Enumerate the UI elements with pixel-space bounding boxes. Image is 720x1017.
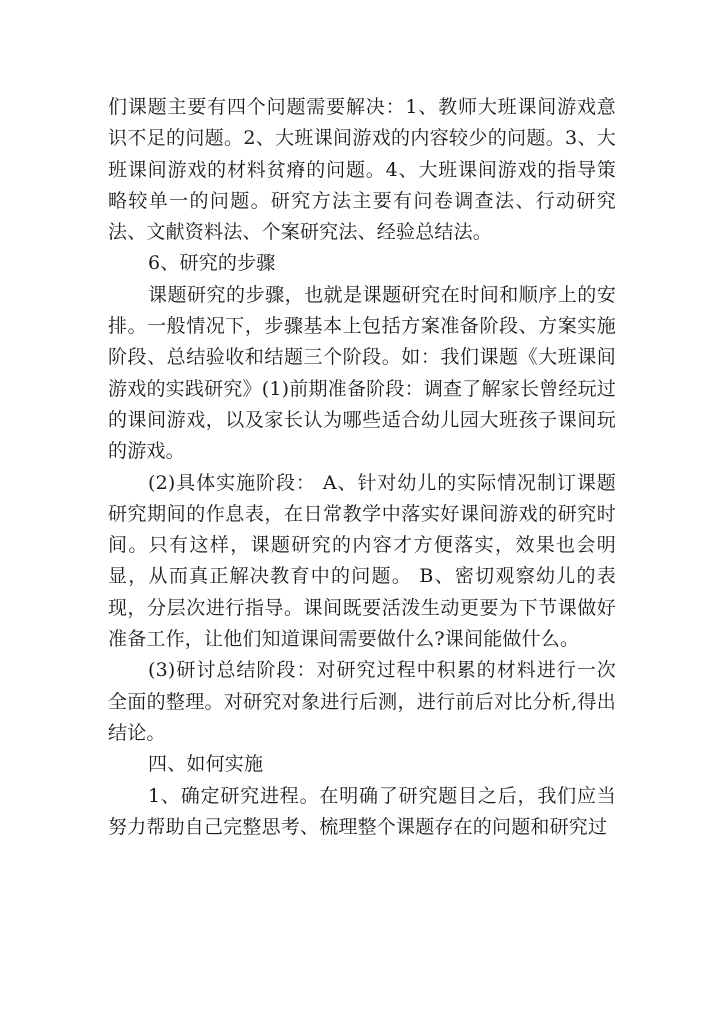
paragraph-problems-methods: 们课题主要有四个问题需要解决：1、教师大班课间游戏意识不足的问题。2、大班课间游戏的内容较少的问题。3、大班课间游戏的材料贫瘠的问题。4、大班课间游戏的指导策略较单一的问题。研究方法主要有问卷调查法、行动研究法、文献资料法、个案研究法、经验总结法。 xyxy=(108,96,616,244)
paragraph-summary-stage: (3)研讨总结阶段：对研究过程中积累的材料进行一次全面的整理。对研究对象进行后测，进行前后对比分析,得出结论。 xyxy=(108,659,616,744)
heading-how-to-implement: 四、如何实施 xyxy=(148,753,264,776)
paragraph-implementation-stage: (2)具体实施阶段： A、针对幼儿的实际情况制订课题研究期间的作息表，在日常教学中落实好课间游戏的研究时间。只有这样，课题研究的内容才方便落实，效果也会明显，从而真正解决教育中的问题。 B、密切观察幼儿的表现，分层次进行指导。课间既要活泼生动更要为下节课做好准备工作，让他们知道课间需要做什么?课间能做什么。 xyxy=(108,471,616,651)
document-body xyxy=(108,92,616,843)
paragraph-steps-overview: 课题研究的步骤，也就是课题研究在时间和顺序上的安排。一般情况下，步骤基本上包括方案准备阶段、方案实施阶段、总结验收和结题三个阶段。如：我们课题《大班课间游戏的实践研究》(1)前期准备阶段：调查了解家长曾经玩过的课间游戏，以及家长认为哪些适合幼儿园大班孩子课间玩的游戏。 xyxy=(108,283,616,463)
heading-research-steps: 6、研究的步骤 xyxy=(148,252,276,275)
paragraph-research-process: 1、确定研究进程。在明确了研究题目之后，我们应当努力帮助自己完整思考、梳理整个课题存在的问题和研究过 xyxy=(108,784,616,838)
